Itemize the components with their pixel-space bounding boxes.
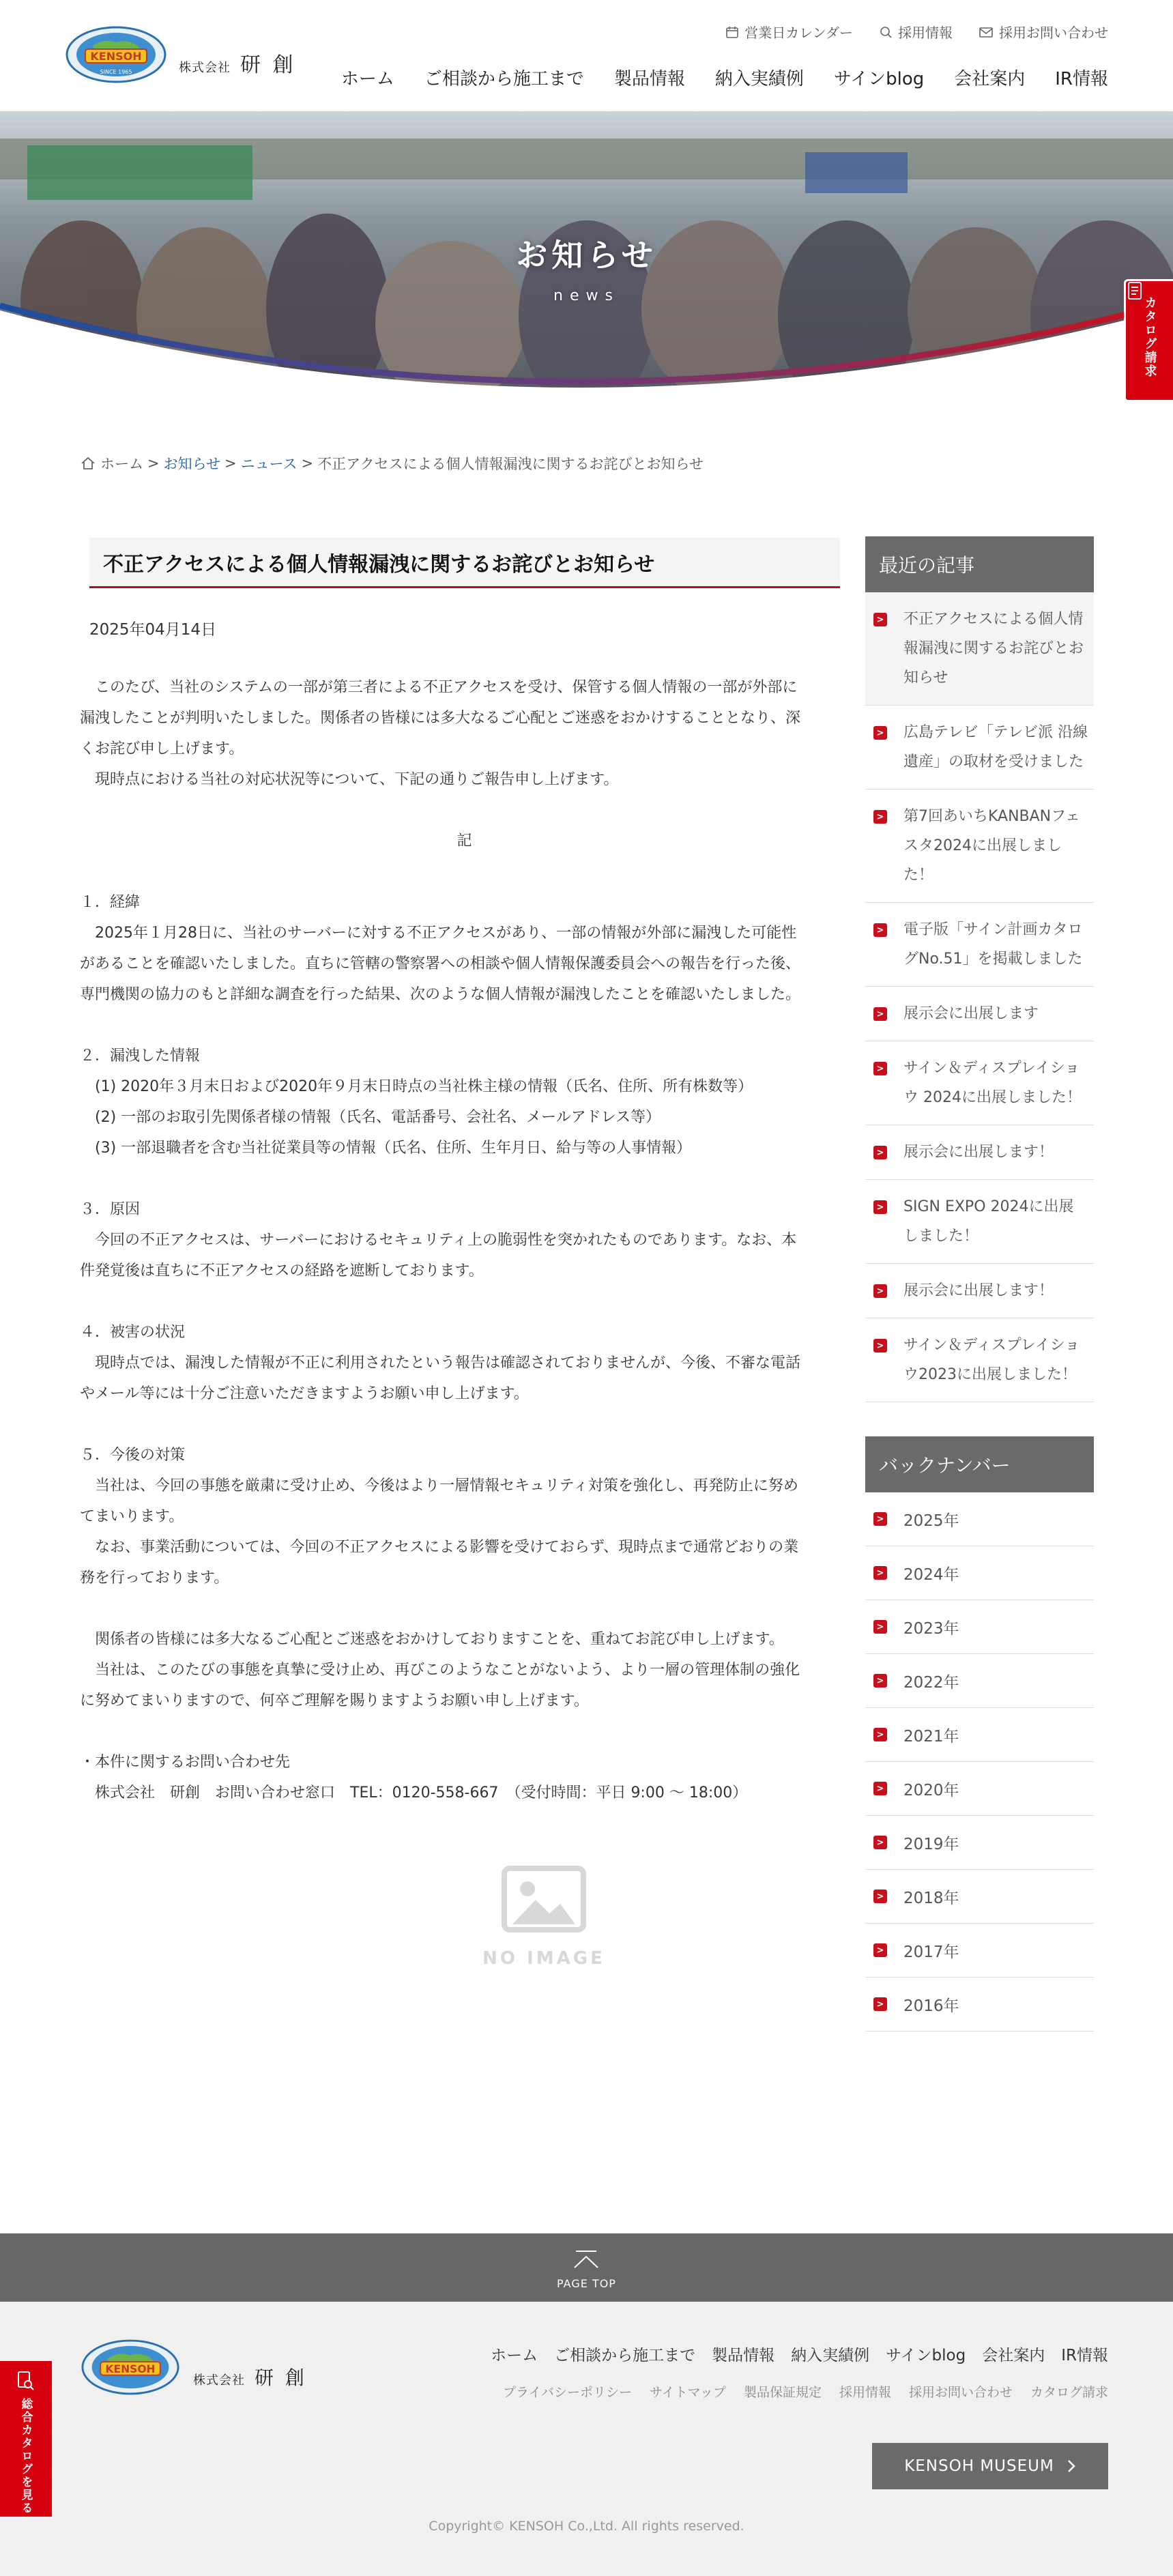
chevron-right-icon: >	[873, 1728, 887, 1741]
home-icon[interactable]	[80, 455, 96, 472]
body-line: (2) 一部のお取引先関係者様の情報（氏名、電話番号、会社名、メールアドレス等）	[80, 1109, 661, 1126]
footer-company-name: 株式会社 研 創	[193, 2367, 307, 2389]
footer-subnav	[503, 2382, 1108, 2401]
footer-nav-ir[interactable]: IR情報	[1061, 2347, 1108, 2364]
chevron-right-icon: >	[873, 1566, 887, 1580]
kensoh-museum-button[interactable]: KENSOH MUSEUM	[872, 2443, 1108, 2489]
body-line: くお詫び申し上げます。	[80, 740, 244, 757]
recent-posts-heading: 最近の記事	[865, 536, 1094, 592]
catalog-icon	[1126, 281, 1144, 300]
general-catalog-tab[interactable]: 総合カタログを見る	[0, 2361, 52, 2517]
breadcrumb-current: 不正アクセスによる個人情報漏洩に関するお詫びとお知らせ	[317, 456, 704, 472]
page-top-button[interactable]: PAGE TOP	[0, 2233, 1173, 2302]
body-line	[80, 1716, 849, 1747]
footer-recruit[interactable]: 採用情報	[839, 2385, 891, 2400]
chevron-right-icon: >	[873, 1997, 887, 2011]
chevron-right-icon: >	[873, 613, 887, 626]
global-nav	[341, 65, 1108, 90]
footer-sitemap[interactable]: サイトマップ	[650, 2385, 726, 2400]
body-line: 件発覚後は直ちに不正アクセスの経路を遮断しております。	[80, 1262, 484, 1279]
no-image-placeholder	[476, 1862, 612, 1978]
archive-year-item[interactable]: > 2024年	[865, 1546, 1094, 1600]
chevron-right-icon: >	[873, 923, 887, 937]
svg-text:KENSOH: KENSOH	[90, 50, 142, 63]
body-line	[80, 1163, 849, 1194]
recent-post-item[interactable]: > 電子版「サイン計画カタログNo.51」を掲載しました	[865, 903, 1094, 987]
body-line: 現時点では、漏洩した情報が不正に利用されたという報告は確認されておりませんが、今後、不審な電話	[80, 1355, 801, 1372]
body-line: 現時点における当社の対応状況等について、下記の通りご報告申し上げます。	[80, 771, 619, 788]
body-line: １．経緯	[80, 894, 141, 911]
footer-nav-company[interactable]: 会社案内	[982, 2347, 1045, 2364]
chevron-right-icon: >	[873, 1890, 887, 1903]
archive-heading: バックナンバー	[865, 1436, 1094, 1492]
body-line: ４．被害の状況	[80, 1324, 186, 1341]
chevron-right-icon: >	[873, 1339, 887, 1352]
recent-post-item[interactable]: > 展示会に出展します！	[865, 1264, 1094, 1318]
company-name[interactable]: 株式会社 研 創	[179, 53, 296, 77]
no-image-label: NO IMAGE	[482, 1948, 605, 1969]
breadcrumb-news[interactable]: お知らせ	[163, 456, 220, 472]
archive-year-item[interactable]: > 2025年	[865, 1492, 1094, 1546]
chevron-right-icon: >	[873, 1674, 887, 1688]
body-line: このたび、当社のシステムの一部が第三者による不正アクセスを受け、保管する個人情報の一部が外部に	[80, 679, 798, 696]
body-line: ３．原因	[80, 1201, 141, 1218]
nav-ir[interactable]: IR情報	[1055, 69, 1108, 89]
body-line: (1) 2020年３月末日および2020年９月末日時点の当社株主様の情報（氏名、住所、所有株数等）	[80, 1078, 753, 1095]
chevron-right-icon: >	[873, 1620, 887, 1634]
body-line: があることを確認いたしました。直ちに管轄の警察署への相談や個人情報保護委員会への報告を行った後、	[80, 955, 801, 972]
chevron-right-icon	[1067, 2459, 1076, 2474]
archive-year-item[interactable]: > 2021年	[865, 1708, 1094, 1762]
breadcrumb-category[interactable]: ニュース	[240, 456, 298, 472]
chevron-right-icon: >	[873, 1062, 887, 1075]
archive-year-item[interactable]: > 2020年	[865, 1762, 1094, 1816]
nav-products[interactable]: 製品情報	[613, 69, 685, 89]
footer-privacy[interactable]: プライバシーポリシー	[502, 2385, 633, 2400]
recent-post-item[interactable]: > 不正アクセスによる個人情報漏洩に関するお詫びとお知らせ	[865, 592, 1094, 706]
body-line: 今回の不正アクセスは、サーバーにおけるセキュリティ上の脆弱性を突かれたものであります。なお、本	[80, 1232, 797, 1249]
chevron-right-icon: >	[873, 1943, 887, 1957]
calendar-link[interactable]: 営業日カレンダー	[725, 22, 853, 42]
recent-post-item[interactable]: > SIGN EXPO 2024に出展しました！	[865, 1180, 1094, 1264]
site-footer	[0, 2302, 1173, 2576]
kensoh-footer-logo[interactable]	[81, 2339, 180, 2395]
body-line: なお、事業活動については、今回の不正アクセスによる影響を受けておらず、現時点まで通常どおりの業	[80, 1539, 799, 1556]
recent-post-item[interactable]: > 展示会に出展します	[865, 987, 1094, 1041]
footer-catalog[interactable]: カタログ請求	[1030, 2385, 1108, 2400]
body-line	[80, 1010, 849, 1041]
recent-post-item[interactable]: > 展示会に出展します！	[865, 1125, 1094, 1180]
nav-consulting[interactable]: ご相談から施工まで	[424, 69, 584, 89]
nav-works[interactable]: 納入実績例	[714, 69, 804, 89]
body-line	[80, 1593, 849, 1624]
body-line: 専門機関の協力のもと詳細な調査を行った結果、次のような個人情報が漏洩したことを確認いたしました。	[80, 986, 801, 1003]
body-line: に努めてまいりますので、何卒ご理解を賜りますようお願い申し上げます。	[80, 1692, 589, 1709]
svg-text:KENSOH: KENSOH	[105, 2362, 156, 2375]
footer-nav-home[interactable]: ホーム	[491, 2347, 538, 2364]
svg-text:SINCE 1965: SINCE 1965	[100, 69, 132, 75]
copyright: Copyright© KENSOH Co.,Ltd. All rights reserved.	[429, 2519, 744, 2534]
chevron-right-icon: >	[873, 1284, 887, 1298]
body-line	[80, 795, 849, 826]
body-line	[80, 856, 849, 887]
site-header	[0, 0, 1173, 111]
recruit-link[interactable]: 採用情報	[879, 22, 953, 42]
page-subtitle: news	[553, 287, 620, 304]
body-line-ki: 記	[457, 833, 472, 850]
body-line: ２．漏洩した情報	[80, 1047, 201, 1065]
chevron-right-icon: >	[873, 1836, 887, 1849]
archive-year-item[interactable]: > 2022年	[865, 1654, 1094, 1708]
body-line: 2025年１月28日に、当社のサーバーに対する不正アクセスがあり、一部の情報が外部に漏洩した可能性	[80, 925, 797, 942]
catalog-request-tab[interactable]: カタログ請求	[1124, 279, 1173, 402]
article-body	[80, 672, 849, 1808]
nav-company[interactable]: 会社案内	[954, 69, 1026, 89]
archive-year-item[interactable]: > 2019年	[865, 1816, 1094, 1870]
chevron-right-icon: >	[873, 810, 887, 824]
body-line: 当社は、このたびの事態を真摯に受け止め、再びこのようなことがないよう、より一層の管理体制の強化	[80, 1662, 800, 1679]
chevron-right-icon: >	[873, 1200, 887, 1214]
footer-nav-consulting[interactable]: ご相談から施工まで	[554, 2347, 696, 2364]
sidebar	[865, 536, 1094, 2031]
calendar-icon	[725, 25, 739, 39]
body-line: 当社は、今回の事態を厳粛に受け止め、今後はより一層情報セキュリティ対策を強化し、再発防止に努め	[80, 1477, 798, 1494]
body-line: 漏洩したことが判明いたしました。関係者の皆様には多大なるご心配とご迷惑をおかけすることとなり、深	[80, 710, 801, 727]
utility-nav	[725, 22, 1108, 42]
article-date: 2025年04月14日	[89, 621, 217, 639]
hero-banner	[0, 111, 1173, 425]
recruit-contact-link[interactable]: 採用お問い合わせ	[979, 22, 1108, 42]
chevron-up-icon	[569, 2248, 603, 2270]
catalog-search-icon	[16, 2371, 35, 2391]
archive-year-item[interactable]: > 2018年	[865, 1870, 1094, 1924]
article	[80, 538, 849, 1969]
breadcrumb-home[interactable]: ホーム	[100, 456, 143, 472]
body-line: (3) 一部退職者を含む当社従業員等の情報（氏名、住所、生年月日、給与等の人事情報）	[80, 1140, 692, 1157]
footer-nav-products[interactable]: 製品情報	[712, 2347, 775, 2364]
body-line: てまいります。	[80, 1508, 184, 1525]
chevron-right-icon: >	[873, 726, 887, 740]
footer-warranty[interactable]: 製品保証規定	[743, 2385, 822, 2400]
body-line: ・本件に関するお問い合わせ先	[80, 1754, 291, 1771]
chevron-right-icon: >	[873, 1512, 887, 1526]
chevron-right-icon: >	[873, 1782, 887, 1795]
page-title: お知らせ	[516, 237, 657, 274]
body-line	[80, 1286, 849, 1317]
search-icon	[879, 25, 893, 39]
body-line: 株式会社 研創 お問い合わせ窓口 TEL：0120-558-667 （受付時間：平日 9:00 ～ 18:00）	[80, 1784, 748, 1801]
archive-year-item[interactable]: > 2016年	[865, 1978, 1094, 2031]
body-line: やメール等には十分ご注意いただきますようお願い申し上げます。	[80, 1385, 529, 1402]
footer-recruit-contact[interactable]: 採用お問い合わせ	[908, 2385, 1013, 2400]
body-line: 務を行っております。	[80, 1569, 229, 1587]
chevron-right-icon: >	[873, 1146, 887, 1159]
article-title: 不正アクセスによる個人情報漏洩に関するお詫びとお知らせ	[89, 538, 840, 588]
body-line: ５．今後の対策	[80, 1447, 186, 1464]
footer-nav-works[interactable]: 納入実績例	[791, 2347, 870, 2364]
archive-year-item[interactable]: > 2023年	[865, 1600, 1094, 1654]
kensoh-logo[interactable]	[65, 26, 167, 83]
recent-post-item[interactable]: > サイン＆ディスプレイショウ2023に出展しました！	[865, 1318, 1094, 1402]
chevron-right-icon: >	[873, 1007, 887, 1021]
nav-home[interactable]: ホーム	[341, 69, 394, 89]
footer-nav	[491, 2343, 1108, 2365]
recent-post-item[interactable]: > 広島テレビ「テレビ派 沿線遺産」の取材を受けました	[865, 706, 1094, 790]
breadcrumb: ホーム > お知らせ > ニュース > 不正アクセスによる個人情報漏洩に関するお詫びとお知らせ	[80, 453, 704, 474]
body-line	[80, 1409, 849, 1440]
body-line: 関係者の皆様には多大なるご心配とご迷惑をおかけしておりますことを、重ねてお詫び申し上げます。	[80, 1631, 784, 1648]
recent-post-item[interactable]: > サイン＆ディスプレイショウ 2024に出展しました！	[865, 1041, 1094, 1125]
archive-year-item[interactable]: > 2017年	[865, 1924, 1094, 1978]
mail-icon	[979, 25, 994, 39]
recent-post-item[interactable]: > 第7回あいちKANBANフェスタ2024に出展しました！	[865, 790, 1094, 903]
nav-blog[interactable]: サインblog	[833, 69, 925, 89]
footer-nav-blog[interactable]: サインblog	[886, 2347, 966, 2364]
